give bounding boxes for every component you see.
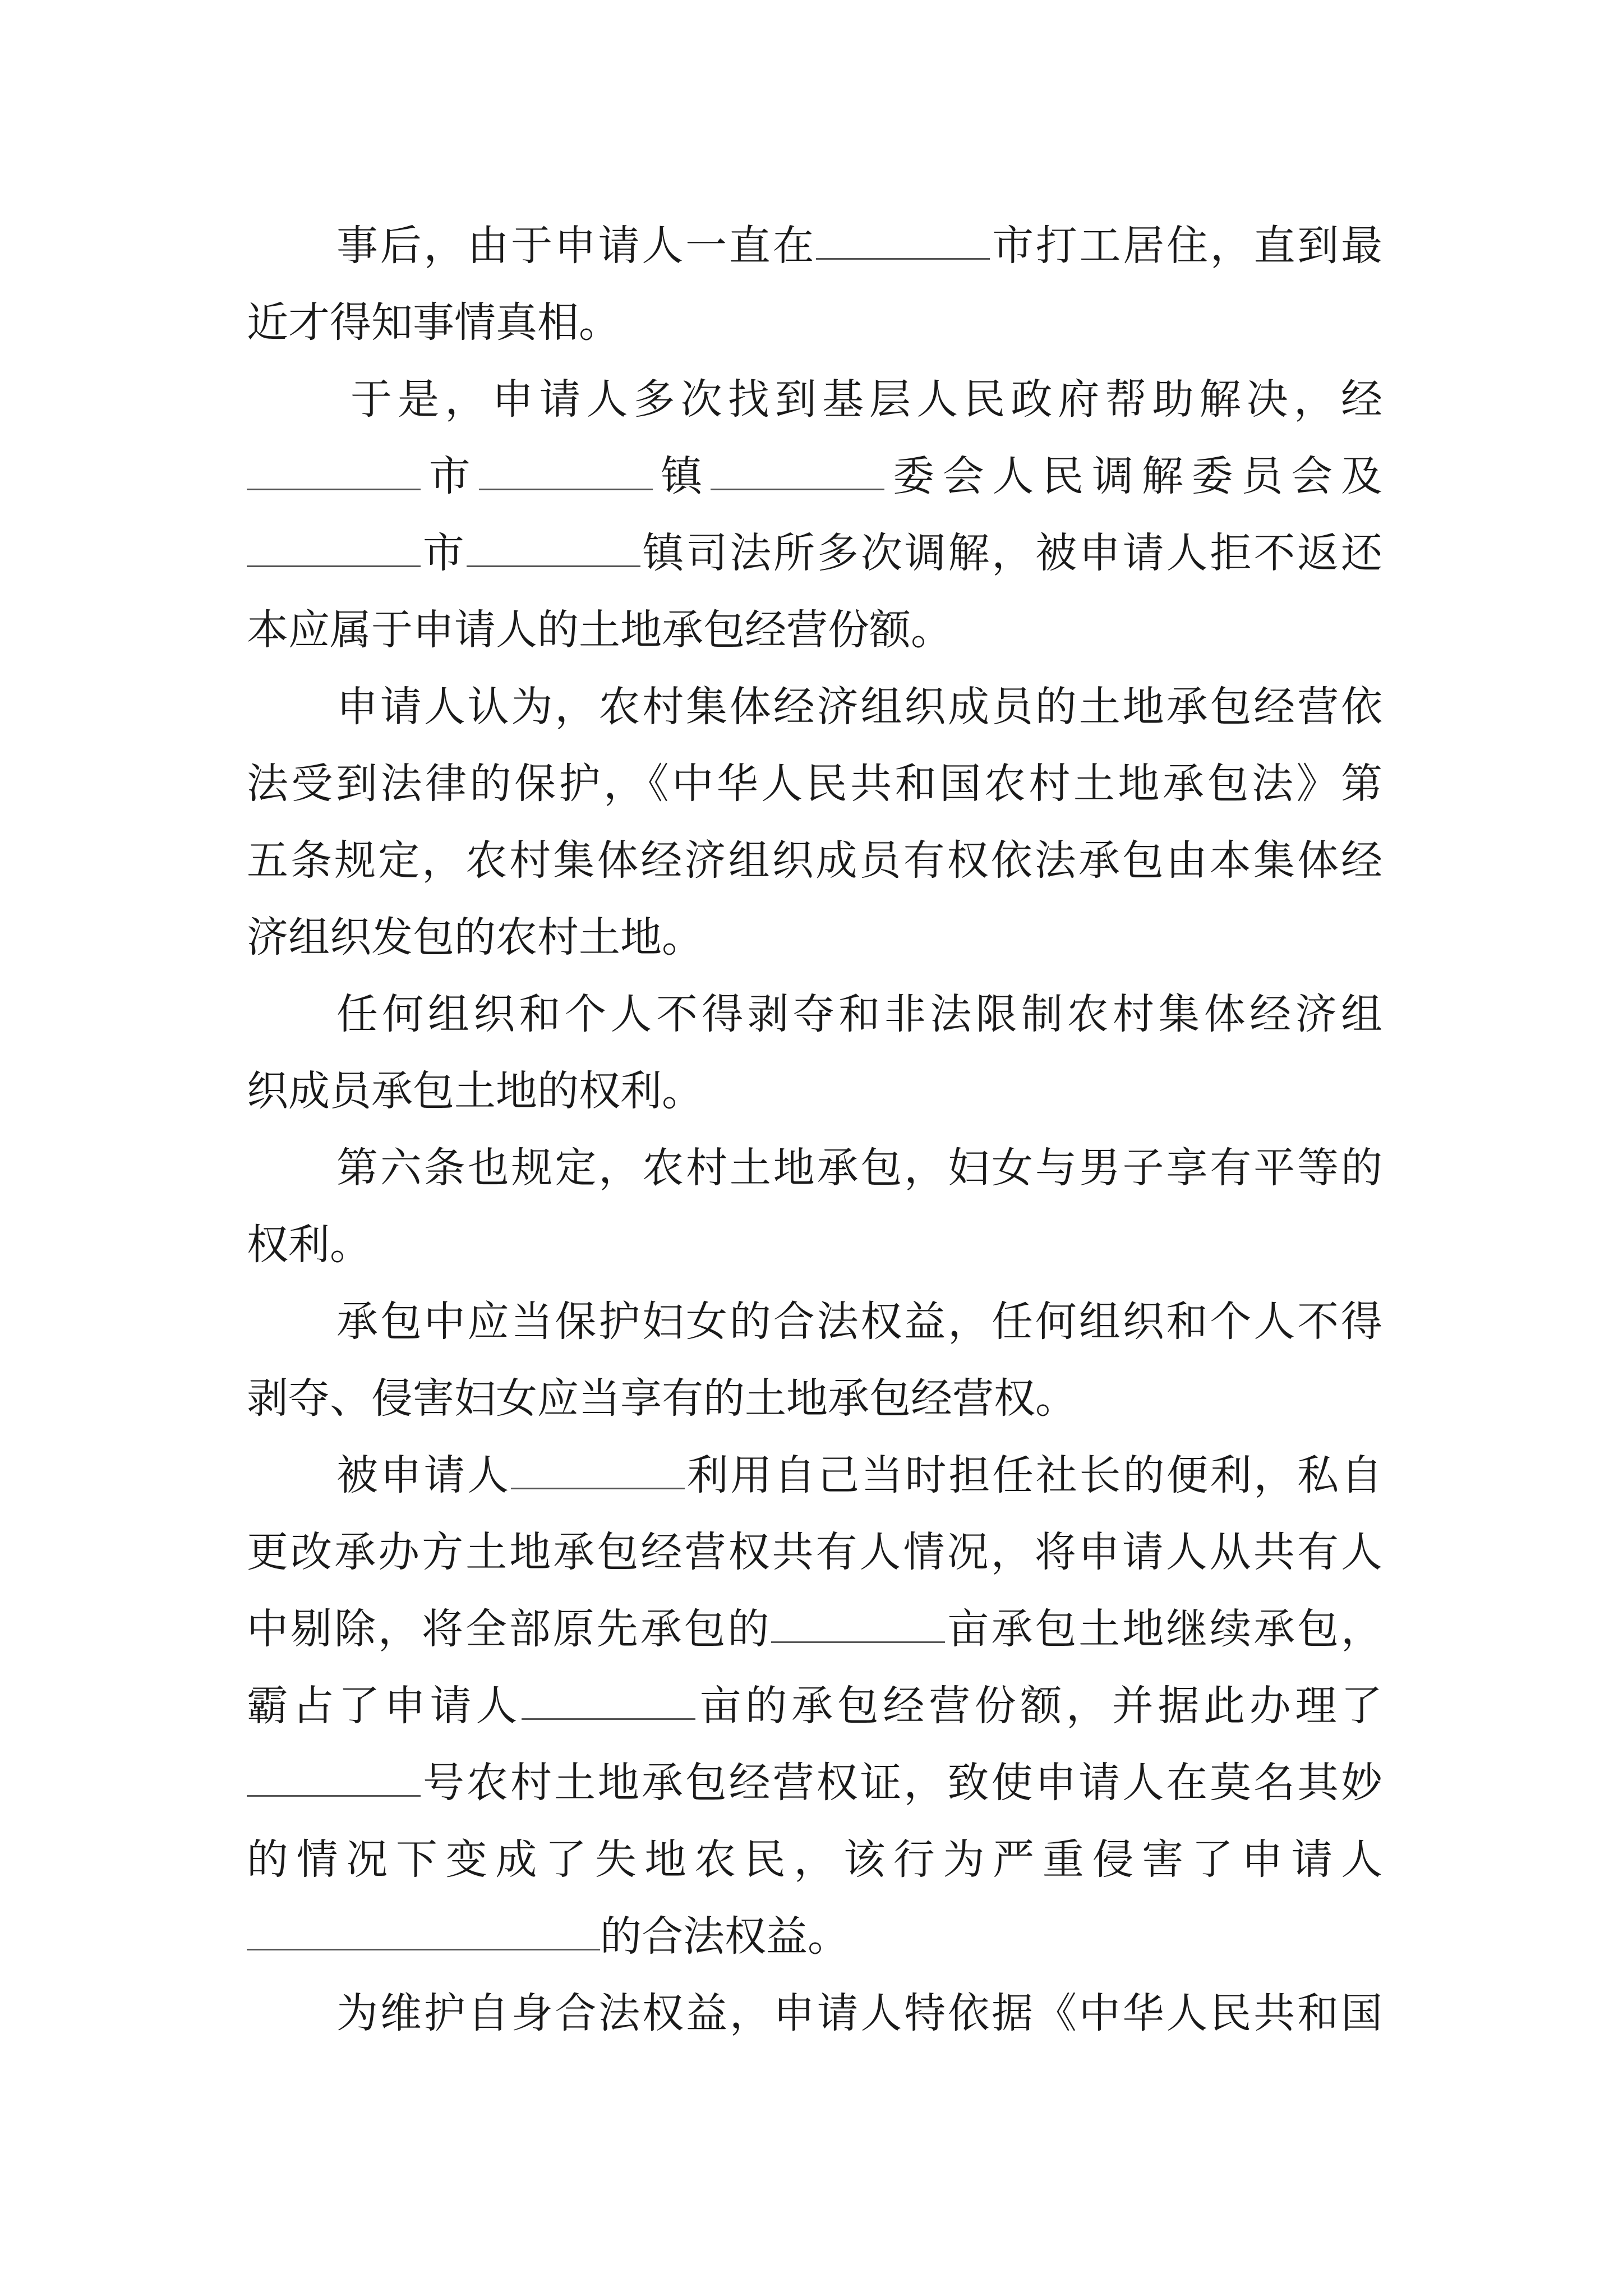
fill-in-blank[interactable] — [479, 454, 653, 490]
document-body — [247, 208, 1382, 2052]
text-line — [247, 669, 1382, 746]
text-line — [247, 208, 1382, 284]
text-line — [247, 1130, 1382, 1207]
text-segment: 霸占了申请人 — [247, 1682, 522, 1730]
text-segment: 镇司法所多次调解，被申请人拒不返还 — [640, 529, 1382, 577]
text-segment: 剥夺、侵害妇女应当享有的土地承包经营权。 — [247, 1374, 1077, 1423]
text-segment: 利用自己当时担任社长的便利，私自 — [685, 1451, 1382, 1499]
text-line — [247, 1514, 1382, 1591]
text-line — [247, 746, 1382, 822]
text-segment: 近才得知事情真相。 — [247, 298, 620, 347]
text-line — [247, 361, 1382, 438]
text-line — [247, 1975, 1382, 2052]
text-segment: 被申请人 — [336, 1451, 511, 1499]
text-segment: 申请人认为，农村集体经济组织成员的土地承包经营依 — [336, 683, 1382, 731]
text-line — [247, 1668, 1382, 1745]
fill-in-blank[interactable] — [247, 1760, 421, 1797]
text-line — [247, 1437, 1382, 1514]
text-segment: 中剔除，将全部原先承包的 — [247, 1605, 772, 1653]
text-segment: 更改承办方土地承包经营权共有人情况，将申请人从共有人 — [247, 1528, 1382, 1576]
text-line — [247, 976, 1382, 1053]
fill-in-blank[interactable] — [247, 1914, 600, 1950]
fill-in-blank[interactable] — [816, 223, 990, 260]
text-segment: 权利。 — [247, 1221, 371, 1269]
fill-in-blank[interactable] — [711, 454, 884, 490]
fill-in-blank[interactable] — [511, 1453, 685, 1489]
text-line — [247, 438, 1382, 515]
text-segment: 市 — [421, 529, 467, 577]
fill-in-blank[interactable] — [247, 454, 421, 490]
text-segment: 市打工居住，直到最 — [990, 222, 1382, 270]
text-segment: 第六条也规定，农村土地承包，妇女与男子享有平等的 — [336, 1144, 1382, 1192]
fill-in-blank[interactable] — [247, 531, 421, 567]
text-segment: 事后，由于申请人一直在 — [336, 222, 817, 270]
fill-in-blank[interactable] — [522, 1683, 695, 1720]
text-line — [247, 1745, 1382, 1821]
text-line — [247, 592, 1382, 669]
text-line — [247, 1283, 1382, 1360]
text-line — [247, 1898, 1382, 1975]
fill-in-blank[interactable] — [771, 1607, 945, 1643]
text-segment: 本应属于申请人的土地承包经营份额。 — [247, 606, 952, 654]
text-segment: 济组织发包的农村土地。 — [247, 913, 703, 961]
text-segment: 的情况下变成了失地农民，该行为严重侵害了申请人 — [247, 1835, 1382, 1884]
text-line — [247, 1207, 1382, 1283]
text-segment: 织成员承包土地的权利。 — [247, 1067, 703, 1115]
text-line — [247, 822, 1382, 899]
text-segment: 的合法权益。 — [600, 1912, 849, 1961]
text-segment: 为维护自身合法权益，申请人特依据《中华人民共和国 — [336, 1989, 1382, 2037]
text-segment: 市 — [421, 452, 479, 500]
text-line — [247, 1053, 1382, 1130]
text-segment: 于是，申请人多次找到基层人民政府帮助解决，经 — [351, 375, 1382, 424]
text-line — [247, 515, 1382, 592]
text-segment: 亩的承包经营份额，并据此办理了 — [695, 1682, 1382, 1730]
text-line — [247, 899, 1382, 976]
text-segment: 承包中应当保护妇女的合法权益，任何组织和个人不得 — [336, 1297, 1382, 1346]
text-segment: 五条规定，农村集体经济组织成员有权依法承包由本集体经 — [247, 836, 1382, 885]
fill-in-blank[interactable] — [467, 531, 640, 567]
text-line — [247, 1821, 1382, 1898]
text-segment: 镇 — [652, 452, 711, 500]
text-segment: 亩承包土地继续承包， — [945, 1605, 1382, 1653]
text-segment: 委会人民调解委员会及 — [884, 452, 1382, 500]
text-line — [247, 1360, 1382, 1437]
text-line — [247, 284, 1382, 361]
text-segment: 法受到法律的保护，《中华人民共和国农村土地承包法》第 — [247, 760, 1382, 808]
text-segment: 号农村土地承包经营权证，致使申请人在莫名其妙 — [421, 1759, 1382, 1807]
text-line — [247, 1591, 1382, 1668]
text-segment: 任何组织和个人不得剥夺和非法限制农村集体经济组 — [336, 990, 1382, 1038]
